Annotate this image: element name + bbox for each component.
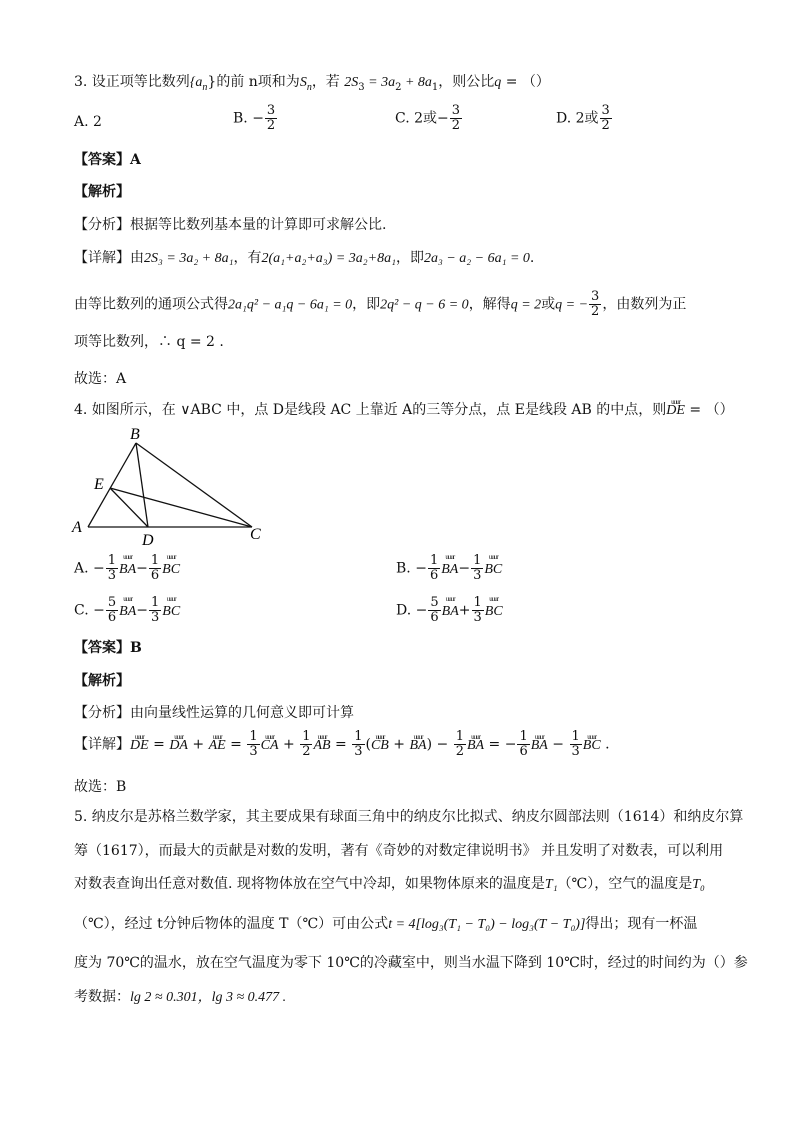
q3-analysis-title: 【解析】 (74, 184, 130, 200)
q5-line1: 5. 纳皮尔是苏格兰数学家，其主要成果有球面三角中的纳皮尔比拟式、纳皮尔圆部法则（1614）和纳皮尔算 (74, 809, 744, 825)
segment-EC (110, 488, 252, 527)
label-E: E (94, 476, 104, 493)
triangle-figure (70, 425, 280, 550)
q4-option-c: C. − $\frac{5}{6}$ uuur BA− $\frac{1}{3}$ uuur BC (74, 596, 180, 625)
q3-option-c: C. 2或− $\frac{3}{2}$ (395, 103, 461, 133)
q3-fenxi: 【分析】根据等比数列基本量的计算即可求解公比. (74, 217, 387, 233)
q3-answer: 【答案】A (74, 152, 141, 168)
q5-line3: 对数表查询出任意对数值. 现将物体放在空气中冷却，如果物体原来的温度是T₁（℃），空气的温度是T₀ (74, 876, 705, 892)
segment-BD (136, 443, 148, 527)
q4-stem: 4. 如图所示，在 ∨ABC 中，点 D是线段 AC 上靠近 A的三等分点，点 E是线段 AB 的中点，则uuur DE = （） (74, 400, 734, 421)
q4-choose: 故选：B (74, 779, 127, 795)
q3-option-b: B. − $\frac{3}{2}$ (233, 103, 276, 133)
label-B: B (130, 426, 140, 443)
q3-detail-line3: 项等比数列，∴ q = 2 . (74, 334, 224, 350)
q3-choose: 故选：A (74, 371, 127, 387)
label-D: D (142, 532, 154, 549)
q4-fenxi: 【分析】由向量线性运算的几何意义即可计算 (74, 705, 354, 721)
q4-option-a: A. − $\frac{1}{3}$ uuur BA− $\frac{1}{6}$ uuur BC (74, 554, 180, 583)
q3-stem: 3. 设正项等比数列$\{a_n\}$的前 n项和为$S_n$，若 $2S_3 = 3a_2 + 8a_1$，则公比q = （） (74, 74, 550, 93)
q4-option-d: D. − $\frac{5}{6}$ uuur BA+ $\frac{1}{3}$ uuur BC (396, 596, 503, 625)
q3-option-a: A. 2 (74, 114, 102, 130)
q5-line2: 筹（1617），而最大的贡献是对数的发明，著有《奇妙的对数定律说明书》 并且发明了对数表，可以利用 (74, 843, 724, 859)
q4-answer: 【答案】B (74, 640, 142, 656)
segment-BC (136, 443, 252, 527)
q3-detail-line2: 由等比数列的通项公式得2a₁q² − a₁q − 6a₁ = 0，即2q² − q − 6 = 0，解得q = 2或q = − $\frac{3}{2}$ ，由数列为正 (74, 289, 687, 319)
q4-option-b: B. − $\frac{1}{6}$ uuur BA− $\frac{1}{3}$ uuur BC (396, 554, 502, 583)
q5-line5: 度为 70℃的温水，放在空气温度为零下 10℃的冷藏室中，则当水温下降到 10℃时，经过的时间约为（）参 (74, 955, 748, 971)
label-C: C (250, 526, 261, 543)
q4-detail: 【详解】uuur DE = uuur DA + uuur AE = $\frac{1}{3}$ uuur CA + $\frac{1}{2}$ uuur AB = $\frac{1}{3}$ (uuur CB + uuur BA) − $\frac{1}{2}$ uuur BA = − $\frac{1}{6}$ uuur BA − $\frac{1}{3}$ uuur BC . (74, 730, 610, 760)
q3-detail-line1: 【详解】由2S₃ = 3a₂ + 8a₁，有2(a₁+a₂+a₃) = 3a₂+8a₁，即2a₃ − a₂ − 6a₁ = 0. (74, 250, 535, 266)
q4-analysis-title: 【解析】 (74, 673, 130, 689)
q3-option-d: D. 2或 $\frac{3}{2}$ (556, 103, 610, 133)
q5-line6: 考数据：lg 2 ≈ 0.301，lg 3 ≈ 0.477 . (74, 989, 287, 1005)
q5-line4: （℃），经过 t分钟后物体的温度 T（℃）可由公式t = 4[log₃(T₁ − T₀) − log₃(T − T₀)]得出；现有一杯温 (74, 916, 698, 932)
label-A: A (72, 519, 82, 536)
